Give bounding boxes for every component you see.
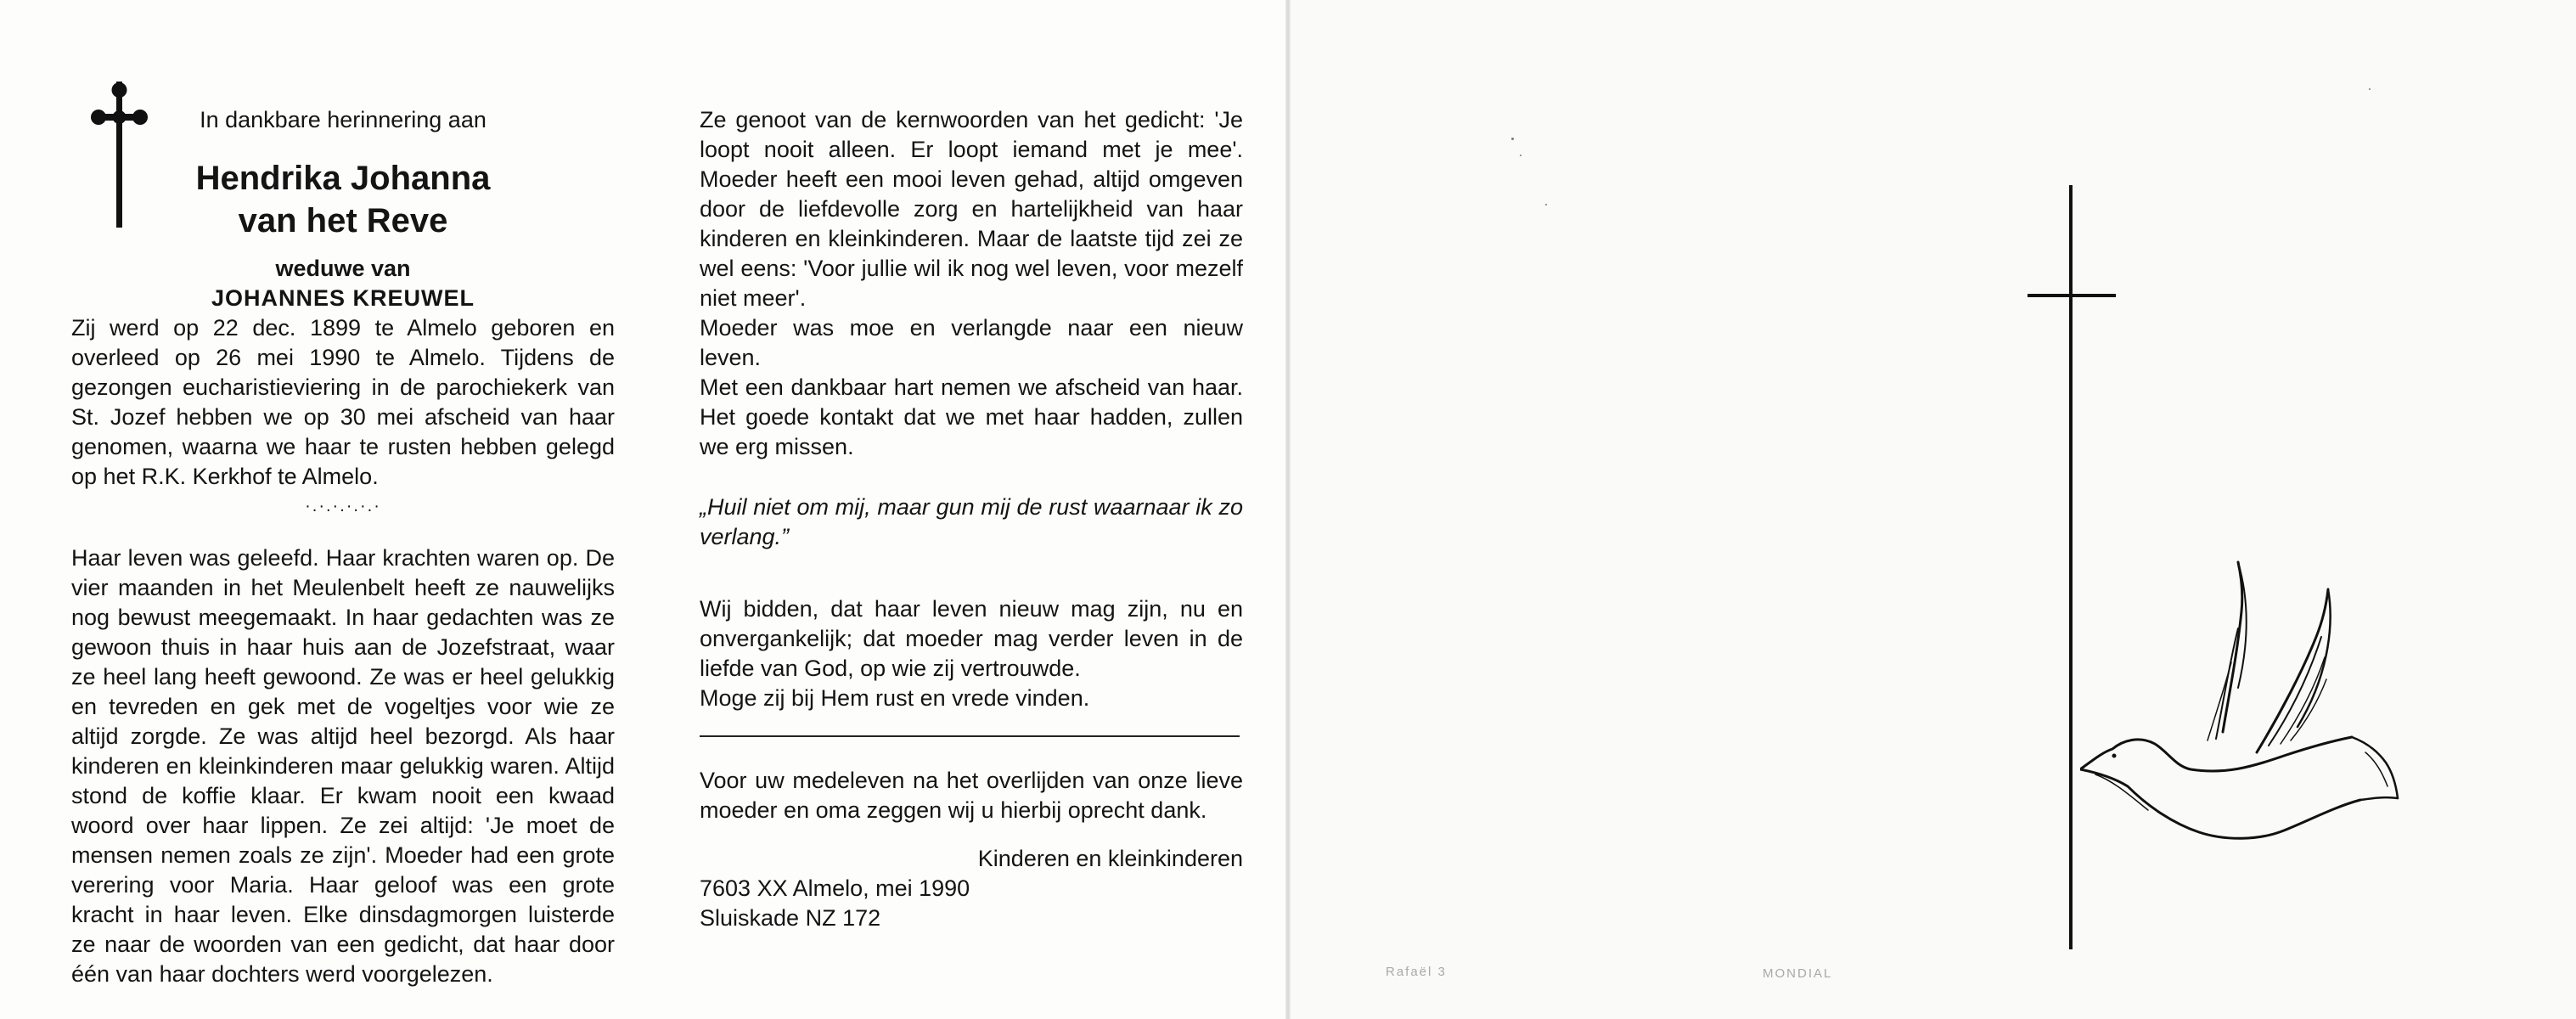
signature: Kinderen en kleinkinderen xyxy=(977,846,1243,871)
husband-name: JOHANNES KREUWEL xyxy=(211,285,475,311)
cover-panel xyxy=(1291,0,2576,1019)
left-column xyxy=(71,105,615,989)
prayer-closing: Moge zij bij Hem rust en vrede vinden. xyxy=(700,685,1090,711)
thanks-text: Voor uw medeleven na het overlijden van onze lieve moeder en oma zeggen wij u hierbij oprecht dank. xyxy=(700,768,1243,823)
divider-line xyxy=(700,735,1240,737)
paper-speck xyxy=(2369,88,2371,90)
inner-spread xyxy=(0,0,1285,1019)
biography-text: Zij werd op 22 dec. 1899 te Almelo geboren en overleed op 26 mei 1990 te Almelo. Tijdens de gezongen eucharistieviering in de parochiekerk van St. Jozef hebben we op 30 mei afscheid van haar genomen, waarna we haar te rusten hebben gelegd op het R.K. Kerkhof te Almelo. xyxy=(71,315,615,489)
address-line-2: Sluiskade NZ 172 xyxy=(700,905,881,931)
paper-speck xyxy=(1545,204,1547,205)
prayer-text: Wij bidden, dat haar leven nieuw mag zijn, nu en onvergankelijk; dat moeder mag verder leven in de liefde van God, op wie zij vertrouwde. xyxy=(700,596,1243,681)
paper-speck xyxy=(1520,155,1521,156)
quote-text: „Huil niet om mij, maar gun mij de rust waarnaar ik zo verlang.” xyxy=(700,494,1243,549)
brand-mark: MONDIAL xyxy=(1763,966,1833,981)
separator-ornament: ·.·.·.·.·.· xyxy=(305,497,381,515)
address-line-1: 7603 XX Almelo, mei 1990 xyxy=(700,875,970,901)
dove-icon xyxy=(2080,552,2403,858)
tired-text: Moeder was moe en verlangde naar een nieuw leven. xyxy=(700,315,1243,370)
life-text: Haar leven was geleefd. Haar krachten waren op. De vier maanden in het Meulenbelt heeft ze nauwelijks nog bewust meegemaakt. In haar gedachten was ze gewoon thuis in haar huis aan de Jozefstraat, waar ze heel lang heeft gewoond. Ze was er heel gelukkig en tevreden en gek met de vogeltjes voor wie ze altijd zorgde. Ze was altijd heel bezorgd. Als haar kinderen en kleinkinderen maar gelukkig waren. Altijd stond de koffie klaar. Er kwam nooit een kwaad woord over haar lippen. Ze zei altijd: 'Je moet de mensen nemen zoals ze zijn'. Moeder had een grote verering voor Maria. Haar geloof was een grote kracht in haar leven. Elke dinsdagmorgen luisterde ze naar de woorden van een gedicht, dat haar door één van haar dochters werd voorgelezen. xyxy=(71,545,615,987)
widow-label: weduwe van xyxy=(275,256,411,281)
intro-line: In dankbare herinnering aan xyxy=(200,107,487,132)
deceased-name-first: Hendrika Johanna xyxy=(195,160,491,197)
printer-mark: Rafaël 3 xyxy=(1386,965,1447,979)
deceased-name-last: van het Reve xyxy=(238,202,448,239)
poem-text: Ze genoot van de kernwoorden van het gedicht: 'Je loopt nooit alleen. Er loopt iemand met je mee'. Moeder heeft een mooi leven gehad, altijd omgeven door de liefdevolle zorg en hartelijkheid van haar kinderen en kleinkinderen. Maar de laatste tijd zei ze wel eens: 'Voor jullie wil ik nog wel leven, voor mezelf niet meer'. xyxy=(700,107,1243,311)
paper-speck xyxy=(1511,138,1514,140)
right-column xyxy=(700,105,1243,933)
farewell-text: Met een dankbaar hart nemen we afscheid van haar. Het goede kontakt dat we met haar hadden, zullen we erg missen. xyxy=(700,374,1243,459)
